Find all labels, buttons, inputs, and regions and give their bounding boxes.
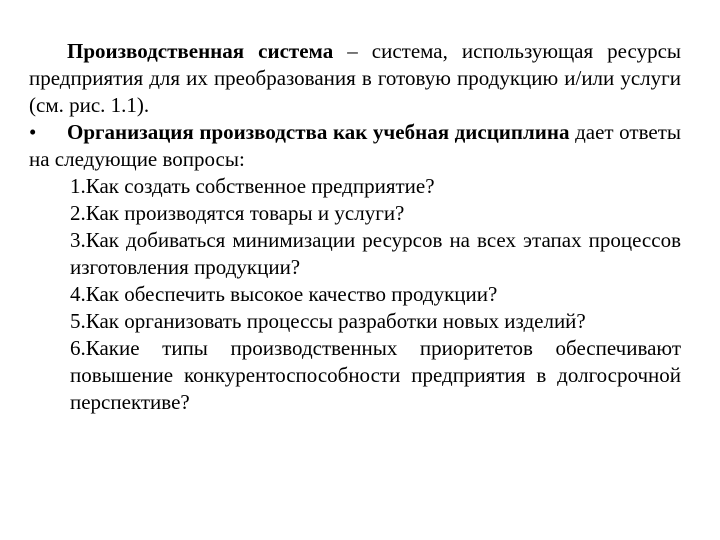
question-list: [29, 173, 681, 416]
question-item-1: 1.Как создать собственное предприятие?: [70, 174, 435, 198]
text-block: [29, 38, 681, 416]
question-item-3: 3.Как добиваться минимизации ресурсов на всех этапах процессов изготовления продукции?: [70, 228, 681, 279]
definition-text: – система, использующая ресурсы предприятия для их преобразования в готовую продукцию и/или услуги (см. рис. 1.1).: [29, 39, 681, 117]
question-item-5: 5.Как организовать процессы разработки новых изделий?: [70, 309, 586, 333]
question-item-6: 6.Какие типы производственных приоритетов обеспечивают повышение конкурентоспособности предприятия в долгосрочной перспективе?: [70, 336, 681, 414]
bullet-icon: •: [29, 120, 37, 144]
bullet-paragraph: [29, 119, 681, 173]
term-organization: Организация производства как учебная дисциплина: [67, 120, 570, 144]
definition-paragraph: [29, 38, 681, 119]
question-item-2: 2.Как производятся товары и услуги?: [70, 201, 405, 225]
term-production-system: Производственная система: [67, 39, 334, 63]
bullet-text: дает ответы на следующие вопросы:: [29, 120, 681, 171]
question-item-4: 4.Как обеспечить высокое качество продукции?: [70, 282, 498, 306]
